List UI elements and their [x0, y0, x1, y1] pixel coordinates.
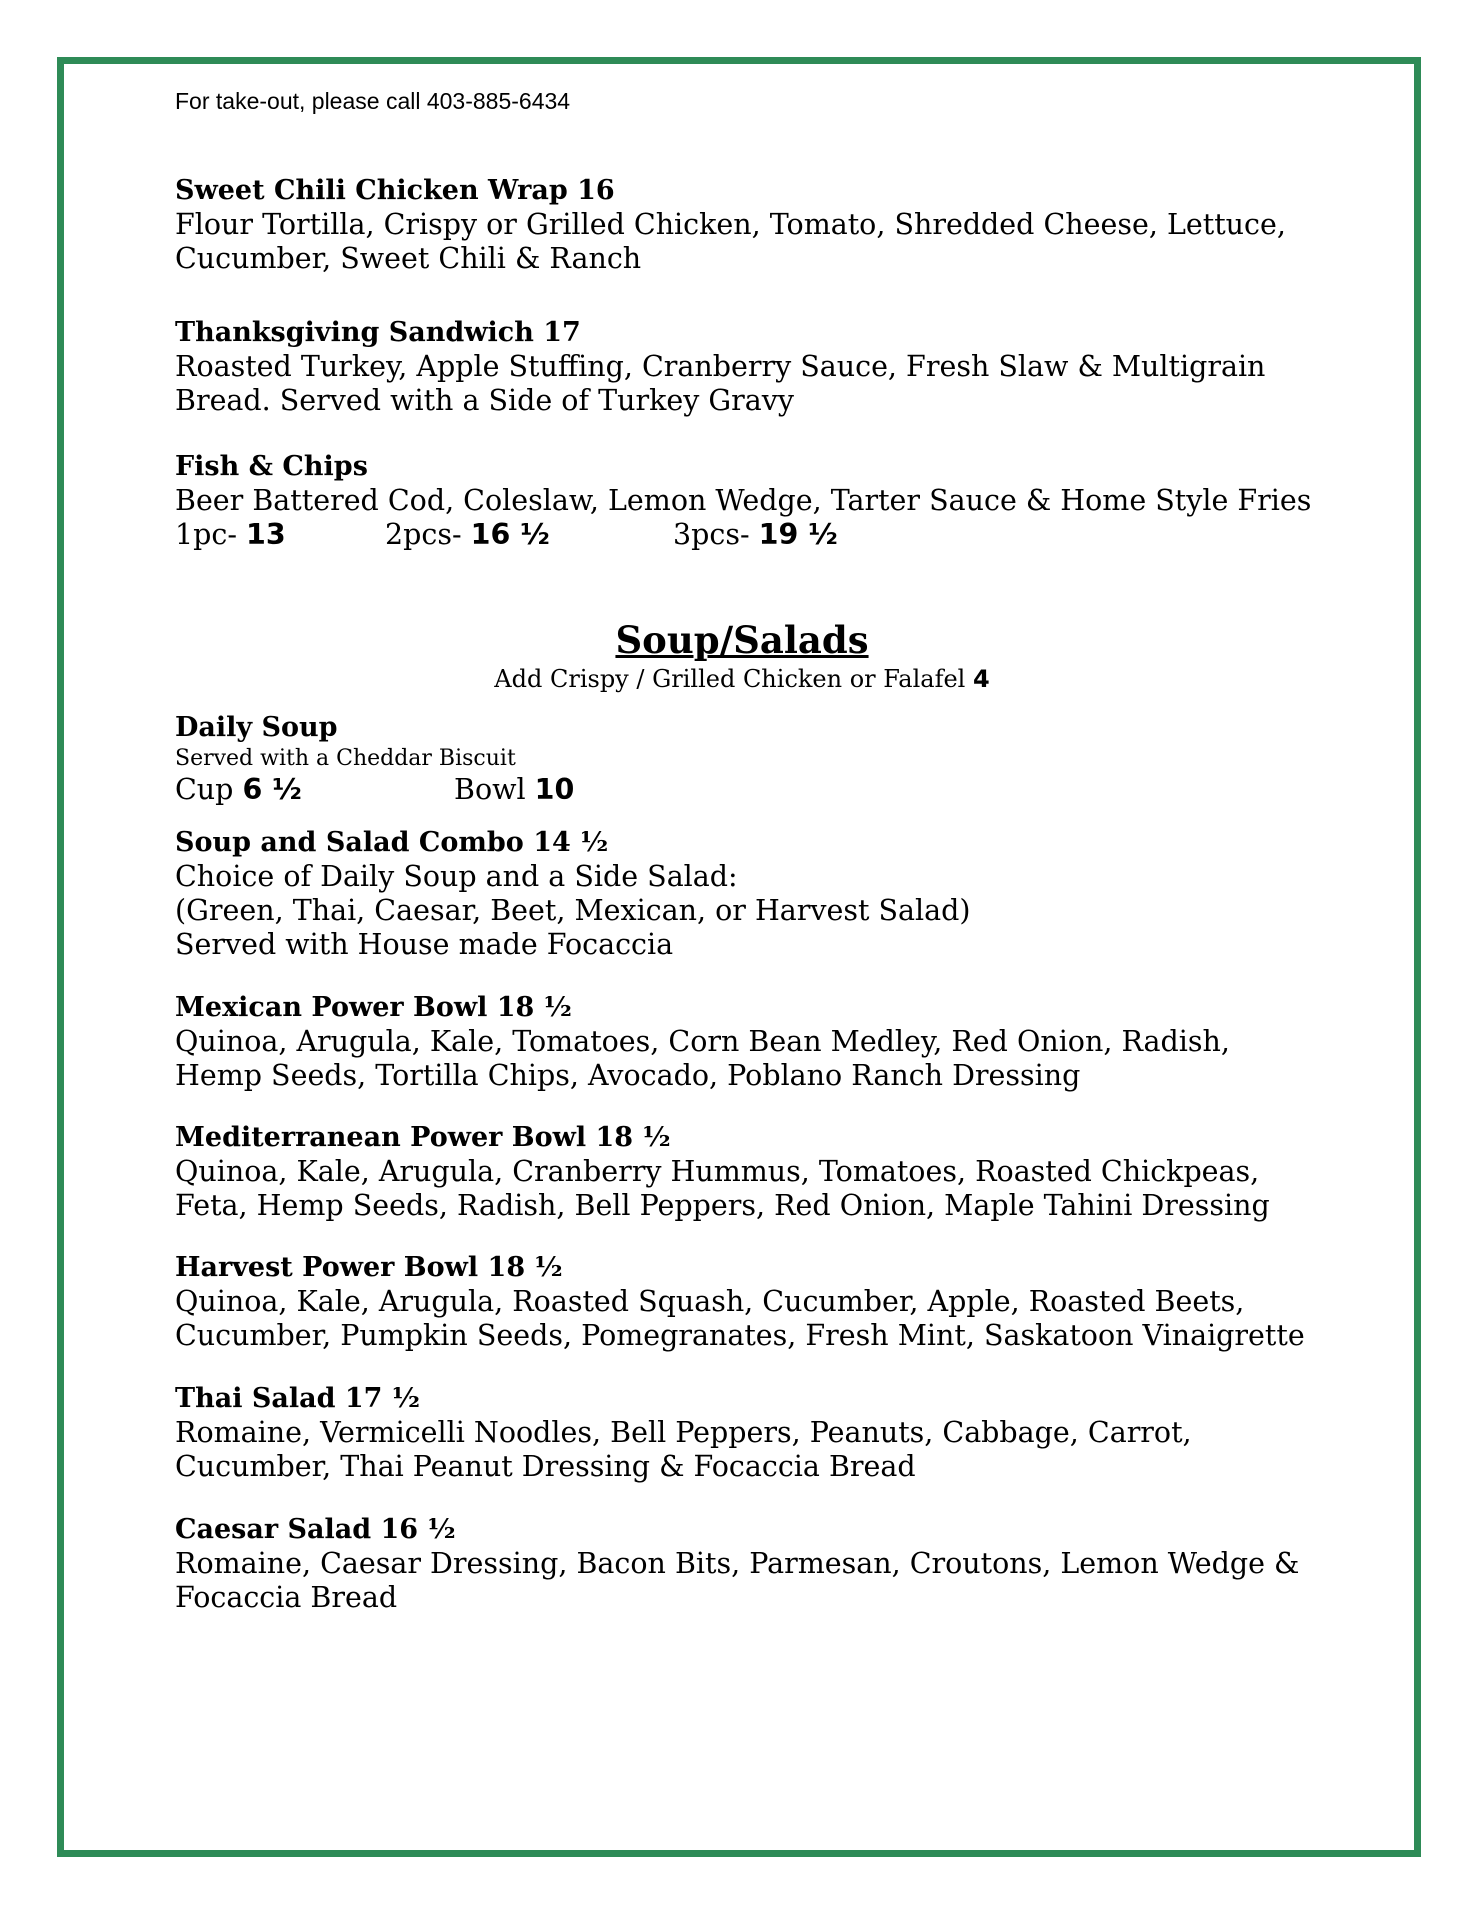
- item-desc-line: Quinoa, Kale, Arugula, Roasted Squash, Cucumber, Apple, Roasted Beets,: [175, 1285, 1245, 1318]
- menu-item-thanksgiving-sandwich: [175, 316, 1335, 418]
- item-note: Served with a Cheddar Biscuit: [175, 746, 516, 771]
- menu-item-daily-soup: [175, 711, 1335, 807]
- menu-item-caesar-salad: [175, 1513, 1335, 1615]
- item-desc-line: Served with House made Focaccia: [175, 928, 674, 961]
- menu-item-soup-salad-combo: [175, 826, 1335, 962]
- item-desc-line: Quinoa, Kale, Arugula, Cranberry Hummus, Tomatoes, Roasted Chickpeas,: [175, 1155, 1260, 1188]
- item-desc-line: (Green, Thai, Caesar, Beet, Mexican, or Harvest Salad): [175, 894, 971, 927]
- item-title: Sweet Chili Chicken Wrap 16: [175, 175, 615, 206]
- menu-item-harvest-power-bowl: [175, 1251, 1335, 1353]
- item-desc-line: Quinoa, Arugula, Kale, Tomatoes, Corn Bean Medley, Red Onion, Radish,: [175, 1025, 1230, 1058]
- item-title: Mediterranean Power Bowl 18 ½: [175, 1122, 671, 1153]
- item-title: Fish & Chips: [175, 451, 368, 482]
- item-desc-line: Beer Battered Cod, Coleslaw, Lemon Wedge, Tarter Sauce & Home Style Fries: [175, 484, 1312, 517]
- soup-price-row: [175, 773, 1335, 807]
- item-desc-line: Cucumber, Sweet Chili & Ranch: [175, 242, 642, 275]
- menu-item-sweet-chili-wrap: [175, 174, 1335, 276]
- item-title: Daily Soup: [175, 712, 338, 743]
- item-desc-line: Bread. Served with a Side of Turkey Gravy: [175, 384, 794, 417]
- item-desc-line: Choice of Daily Soup and a Side Salad:: [175, 860, 738, 893]
- soup-price-bowl: Bowl 10: [454, 773, 575, 806]
- item-desc-line: Romaine, Caesar Dressing, Bacon Bits, Parmesan, Croutons, Lemon Wedge &: [175, 1547, 1300, 1580]
- menu-item-mexican-power-bowl: [175, 991, 1335, 1093]
- item-desc-line: Hemp Seeds, Tortilla Chips, Avocado, Poblano Ranch Dressing: [175, 1059, 1081, 1092]
- item-title: Harvest Power Bowl 18 ½: [175, 1252, 563, 1283]
- fish-price-2pcs: 2pcs- 16 ½: [385, 518, 550, 551]
- item-desc-line: Romaine, Vermicelli Noodles, Bell Peppers, Peanuts, Cabbage, Carrot,: [175, 1416, 1192, 1449]
- menu-item-fish-and-chips: [175, 450, 1335, 552]
- fish-price-1pc: 1pc- 13: [175, 518, 286, 551]
- section-title-soup-salads: Soup/Salads: [615, 618, 869, 662]
- section-subtitle: Add Crispy / Grilled Chicken or Falafel 4: [494, 665, 990, 693]
- soup-price-cup: Cup 6 ½: [175, 773, 302, 806]
- item-desc-line: Roasted Turkey, Apple Stuffing, Cranberry Sauce, Fresh Slaw & Multigrain: [175, 350, 1266, 383]
- item-desc-line: Feta, Hemp Seeds, Radish, Bell Peppers, Red Onion, Maple Tahini Dressing: [175, 1189, 1270, 1222]
- item-desc-line: Focaccia Bread: [175, 1581, 398, 1614]
- item-desc-line: Cucumber, Pumpkin Seeds, Pomegranates, Fresh Mint, Saskatoon Vinaigrette: [175, 1319, 1305, 1352]
- item-title: Caesar Salad 16 ½: [175, 1514, 456, 1545]
- item-title: Soup and Salad Combo 14 ½: [175, 827, 609, 858]
- menu-item-thai-salad: [175, 1382, 1335, 1484]
- item-title: Thanksgiving Sandwich 17: [175, 317, 581, 348]
- takeout-phone-note: For take-out, please call 403-885-6434: [175, 88, 571, 114]
- item-title: Mexican Power Bowl 18 ½: [175, 992, 572, 1023]
- menu-item-mediterranean-power-bowl: [175, 1121, 1335, 1223]
- item-desc-line: Cucumber, Thai Peanut Dressing & Focaccia Bread: [175, 1450, 916, 1483]
- item-title: Thai Salad 17 ½: [175, 1383, 421, 1414]
- fish-price-3pcs: 3pcs- 19 ½: [673, 518, 838, 551]
- item-desc-line: Flour Tortilla, Crispy or Grilled Chicken, Tomato, Shredded Cheese, Lettuce,: [175, 208, 1286, 241]
- fish-price-row: [175, 518, 1335, 552]
